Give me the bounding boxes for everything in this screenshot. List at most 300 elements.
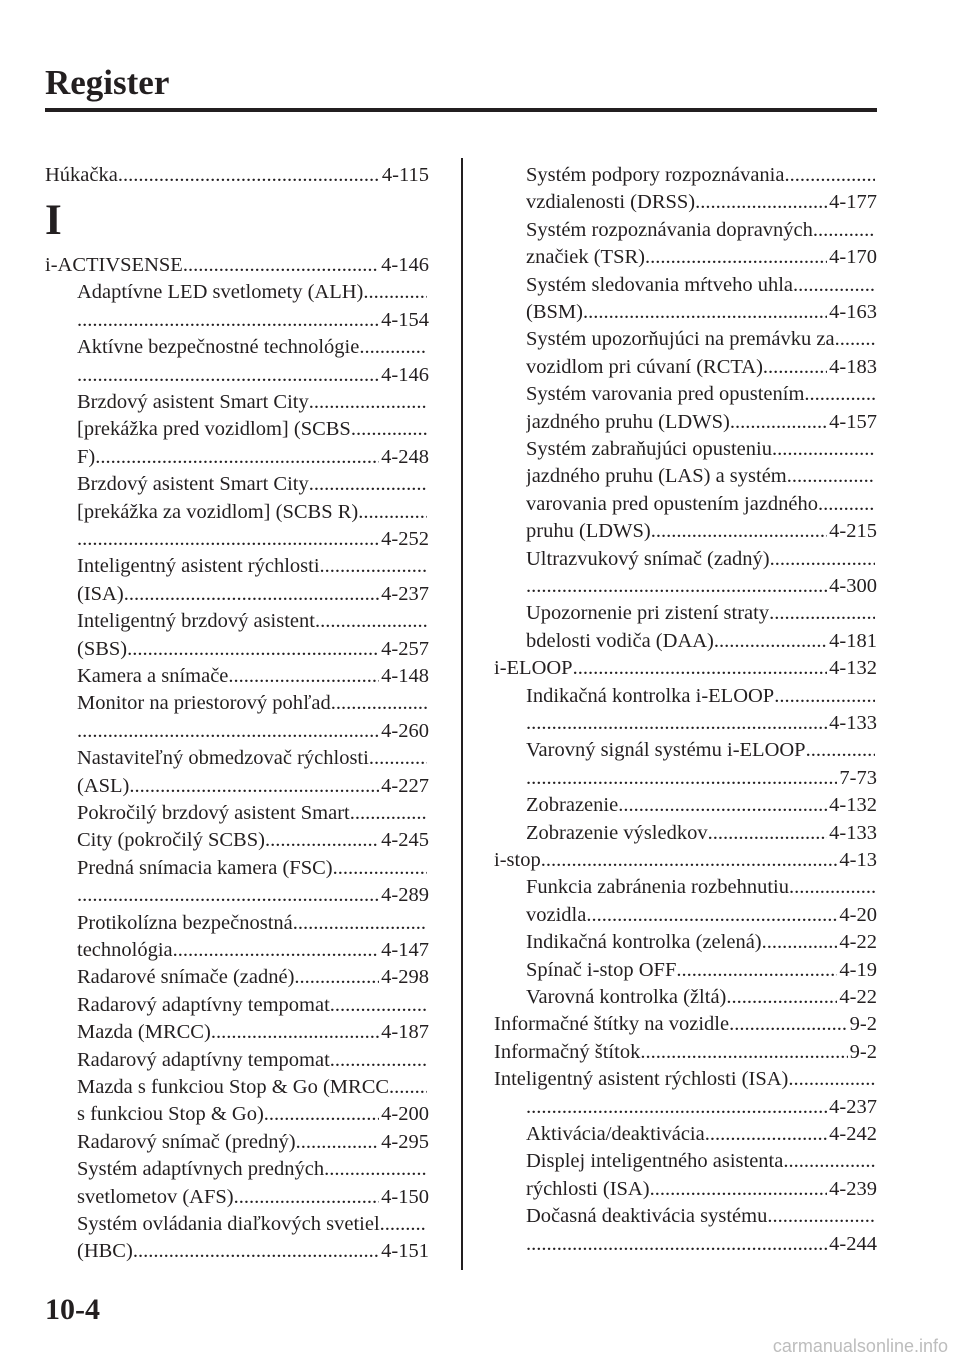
index-line [526,1231,877,1258]
dot-leader [359,334,427,361]
entry-page: 4-252 [381,528,429,550]
entry-text: značiek (TSR) [526,246,645,269]
entry-page: 4-20 [839,903,877,926]
entry-page: 4-244 [829,1232,877,1255]
entry-page [427,745,429,772]
entry-page [427,279,429,306]
entry-text: Aktívne bezpečnostné technológie [77,336,360,359]
entry-page [427,992,429,1019]
entry-page: 4-157 [829,410,877,433]
entry-text: City (pokročilý SCBS) [77,829,265,852]
dot-leader [296,1129,380,1156]
dot-leader [526,573,827,600]
index-line [526,600,877,627]
index-line [526,436,877,463]
dot-leader [526,1094,827,1121]
entry-page: 4-22 [839,986,877,1008]
entry-text: Radarový snímač (predný) [77,1130,296,1153]
dot-leader [705,1121,827,1148]
dot-leader [369,745,427,772]
index-line [77,937,429,964]
entry-text: Radarový adaptívny tempomat [77,993,330,1016]
dot-leader [772,436,875,463]
dot-leader [783,1148,875,1175]
dot-leader [645,244,827,271]
entry-page: 4-237 [829,1095,877,1118]
entry-text: Inteligentný brzdový asistent [77,610,315,633]
entry-page [427,499,429,526]
entry-page: 4-248 [381,445,429,468]
entry-page: 4-257 [381,637,429,660]
entry-text: Brzdový asistent Smart City [77,473,309,496]
index-line [526,573,877,600]
entry-text: Protikolízna bezpečnostná [77,911,293,934]
entry-text: jazdného pruhu (LDWS) [526,410,730,433]
index-line [526,381,877,408]
dot-leader [309,471,427,498]
index-line [494,1066,877,1093]
index-line [526,1148,877,1175]
dot-leader [774,683,875,710]
index-line [494,1039,877,1066]
index-line [77,444,429,471]
index-line [45,252,429,279]
index-line [526,189,877,216]
entry-text: F) [77,445,96,468]
entry-page: 4-298 [381,966,429,989]
entry-page: 4-239 [829,1177,877,1200]
index-line [526,518,877,545]
dot-leader [380,1211,427,1238]
index-line [526,244,877,271]
dot-leader [294,964,379,991]
entry-page [875,874,877,901]
entry-text: Ultrazvukový snímač (zadný) [526,547,770,570]
index-line [526,683,877,710]
dot-leader [651,518,827,545]
dot-leader [77,362,379,389]
index-line [526,628,877,655]
entry-page [427,553,429,580]
header-rule [45,108,877,112]
index-line [526,737,877,764]
dot-leader [676,957,837,984]
index-line [77,992,429,1019]
entry-page: 9-2 [849,1040,877,1063]
page-number: 10-4 [45,1293,100,1326]
entry-text: Systém zabraňujúci opusteniu [526,438,772,460]
entry-page: 4-183 [829,355,877,378]
entry-text: Systém upozorňujúci na premávku za [526,328,835,351]
index-line [77,636,429,663]
entry-text: Adaptívne LED svetlomety (ALH) [77,281,364,304]
entry-page [875,463,877,490]
entry-text: (HBC) [77,1240,133,1263]
dot-leader [788,1066,875,1093]
entry-page: 4-237 [381,582,429,605]
watermark: carmanualsonline.info [772,1336,948,1356]
entry-page: 4-148 [381,665,429,687]
dot-leader [526,765,837,792]
index-line [77,745,429,772]
entry-page: 4-289 [381,884,429,907]
entry-page: 4-146 [381,254,429,276]
index-line [526,491,877,518]
entry-text: Systém adaptívnych predných [77,1158,325,1181]
dot-leader [526,1231,827,1258]
entry-page: 4-19 [839,958,877,981]
entry-text: (BSM) [526,301,583,323]
dot-leader [77,718,379,745]
entry-page [427,1047,429,1074]
index-line [526,792,877,819]
index-line [77,1156,429,1183]
entry-page [875,217,877,244]
entry-page [875,436,877,463]
index-line [77,608,429,635]
entry-text: Dočasná deaktivácia systému [526,1205,768,1228]
entry-page: 4-215 [829,520,877,543]
index-line [77,526,429,553]
index-line [77,1019,429,1046]
entry-page: 4-146 [381,363,429,386]
entry-text: Húkačka [45,164,118,186]
index-line [77,1047,429,1074]
entry-page [427,389,429,416]
dot-leader [320,553,427,580]
index-line [77,581,429,608]
index-line [526,957,877,984]
index-line [77,800,429,827]
entry-text: Radarový adaptívny tempomat [77,1048,330,1071]
entry-text: i-ELOOP [494,657,573,680]
dot-leader [730,409,827,436]
entry-page: 4-115 [381,164,429,186]
index-line [77,1101,429,1128]
entry-text: Radarové snímače (zadné) [77,966,295,989]
entry-page [875,381,877,408]
entry-page: 4-163 [829,301,877,323]
entry-text: varovania pred opustením jazdného [526,492,819,515]
dot-leader [804,381,875,408]
entry-page: 4-187 [381,1021,429,1044]
index-line [526,162,877,189]
entry-text: Nastaviteľný obmedzovač rýchlosti [77,747,369,770]
index-line [77,910,429,937]
entry-page [875,1148,877,1175]
index-line [526,874,877,901]
index-line [77,1129,429,1156]
index-line [77,690,429,717]
entry-text: Mazda (MRCC) [77,1021,211,1044]
dot-leader [129,773,379,800]
index-line [77,307,429,334]
entry-text: Systém sledovania mŕtveho uhla [526,273,794,296]
entry-page: 4-154 [381,308,429,331]
dot-leader [769,600,875,627]
entry-text: svetlometov (AFS) [77,1185,234,1208]
entry-page [427,416,429,443]
index-line [526,820,877,847]
entry-text: vozidla [526,903,587,926]
entry-text: Pokročilý brzdový asistent Smart [77,802,350,824]
entry-text: Upozornenie pri zistení straty [526,602,770,625]
entry-page [875,683,877,710]
dot-leader [124,581,379,608]
entry-text: s funkciou Stop & Go) [77,1103,264,1126]
entry-text: vzdialenosti (DRSS) [526,191,696,214]
index-line [526,710,877,737]
entry-text: i-stop [494,849,541,871]
index-line [526,984,877,1011]
index-line [494,847,877,874]
entry-page [875,272,877,299]
dot-leader [333,855,427,882]
index-line [77,964,429,991]
index-line [77,663,429,690]
index-line [77,1211,429,1238]
entry-text: Systém ovládania diaľkových svetiel [77,1213,380,1235]
entry-text: (ISA) [77,582,124,605]
entry-text: (SBS) [77,637,128,660]
dot-leader [351,416,427,443]
dot-leader [309,389,427,416]
dot-leader [363,279,427,306]
dot-leader [813,217,875,244]
dot-leader [315,608,427,635]
dot-leader [183,252,379,279]
entry-page: 4-227 [381,774,429,797]
dot-leader [127,636,379,663]
index-line [526,765,877,792]
entry-text: Inteligentný asistent rýchlosti [77,555,320,578]
entry-text: Funkcia zabránenia rozbehnutiu [526,876,789,899]
entry-page [427,1156,429,1183]
dot-leader [793,272,875,299]
index-line [77,362,429,389]
index-line [526,1203,877,1230]
entry-page: 4-170 [829,246,877,269]
index-line [77,471,429,498]
index-line [77,279,429,306]
entry-text: Kamera a snímače [77,665,229,687]
entry-page [875,1203,877,1230]
dot-leader [265,827,379,854]
index-line [77,389,429,416]
dot-leader [763,354,827,381]
entry-page: 7-73 [839,766,877,789]
entry-text: jazdného pruhu (LAS) a systém [526,465,787,488]
entry-page [875,491,877,518]
entry-text: technológia [77,939,173,961]
dot-leader [729,1011,848,1038]
dot-leader [77,882,379,909]
entry-page: 4-260 [381,719,429,742]
entry-page: 4-132 [829,657,877,680]
dot-leader [708,820,828,847]
entry-page: 4-242 [829,1123,877,1145]
dot-leader [173,937,380,964]
column-divider [461,158,463,1270]
dot-leader [714,628,827,655]
entry-text: Mazda s funkciou Stop & Go (MRCC [77,1076,390,1098]
entry-text: Informačný štítok [494,1040,641,1063]
dot-leader [835,326,875,353]
page-title: Register [45,63,170,102]
entry-page: 4-132 [829,794,877,817]
entry-text: vozidlom pri cúvaní (RCTA) [526,355,763,378]
index-line [526,409,877,436]
entry-text: Predná snímacia kamera (FSC) [77,856,333,879]
dot-leader [234,1184,380,1211]
index-line [77,499,429,526]
entry-text: Spínač i-stop OFF [526,958,677,981]
entry-page: 4-147 [381,939,429,961]
index-entry [45,162,429,189]
entry-text: i-ACTIVSENSE [45,254,183,276]
entry-text: Zobrazenie výsledkov [526,821,708,844]
entry-text: [prekážka pred vozidlom] (SCBS [77,418,351,441]
dot-leader [762,929,838,956]
dot-leader [118,162,380,189]
index-line [526,326,877,353]
entry-page [875,326,877,353]
entry-text: Zobrazenie [526,794,619,817]
entry-page: 4-181 [829,629,877,652]
entry-text: Monitor na priestorový pohľad [77,692,331,715]
index-line [77,1074,429,1101]
index-line [494,1011,877,1038]
index-line [77,416,429,443]
dot-leader [293,910,427,937]
index-line [526,272,877,299]
entry-page [427,1211,429,1238]
entry-page: 4-133 [829,712,877,734]
entry-text: (ASL) [77,774,130,797]
entry-text: Systém rozpoznávania dopravných [526,218,813,241]
entry-page [427,690,429,717]
entry-page [427,855,429,882]
entry-page [875,162,877,189]
dot-leader [573,655,828,682]
index-line [77,553,429,580]
entry-page: 4-245 [381,829,429,852]
dot-leader [586,902,837,929]
entry-page [427,800,429,827]
entry-page: 4-177 [829,191,877,214]
index-line [77,718,429,745]
dot-leader [726,984,837,1011]
index-line [77,1238,429,1265]
dot-leader [770,546,875,573]
entry-text: Indikačná kontrolka (zelená) [526,931,762,954]
entry-page [427,910,429,937]
dot-leader [618,792,827,819]
dot-leader [695,189,827,216]
entry-page: 4-200 [381,1103,429,1126]
dot-leader [583,299,827,326]
index-line [77,882,429,909]
entry-text: Brzdový asistent Smart City [77,391,309,413]
entry-text: Systém varovania pred opustením [526,383,805,406]
dot-leader [77,307,379,334]
dot-leader [541,847,838,874]
dot-leader [789,874,875,901]
entry-page: 4-295 [381,1130,429,1153]
entry-page: 4-151 [381,1240,429,1263]
dot-leader [526,710,827,737]
dot-leader [350,800,427,827]
entry-text: bdelosti vodiča (DAA) [526,629,714,652]
entry-text: Aktivácia/deaktivácia [526,1123,705,1145]
dot-leader [806,737,875,764]
entry-text: Displej inteligentného asistenta [526,1150,784,1173]
dot-leader [787,463,875,490]
dot-leader [324,1156,427,1183]
entry-page: 4-150 [381,1185,429,1208]
dot-leader [95,444,379,471]
entry-page: 4-300 [829,575,877,597]
entry-text: Varovná kontrolka (žltá) [526,986,727,1008]
index-line [526,902,877,929]
dot-leader [330,1047,427,1074]
entry-page [427,1074,429,1101]
dot-leader [767,1203,875,1230]
index-line [526,299,877,326]
entry-page [427,471,429,498]
index-line [77,855,429,882]
index-line [77,773,429,800]
entry-text: Varovný signál systému i-ELOOP [526,739,806,762]
dot-leader [818,491,875,518]
dot-leader [211,1019,379,1046]
entry-page [875,1066,877,1093]
dot-leader [331,690,427,717]
index-line [526,1121,877,1148]
entry-text: [prekážka za vozidlom] (SCBS R) [77,500,359,523]
entry-page: 9-2 [849,1013,877,1036]
index-line [77,334,429,361]
entry-page: 4-22 [839,931,877,954]
dot-leader [228,663,379,690]
index-line [494,655,877,682]
letter-heading: I [45,197,62,244]
entry-page: 4-13 [839,849,877,871]
dot-leader [264,1101,379,1128]
entry-text: pruhu (LDWS) [526,520,651,543]
entry-text: rýchlosti (ISA) [526,1177,650,1200]
index-line [77,827,429,854]
index-line [526,1176,877,1203]
entry-text: Inteligentný asistent rýchlosti (ISA) [494,1068,789,1091]
entry-page: 4-133 [829,821,877,844]
dot-leader [330,992,427,1019]
index-line [526,1094,877,1121]
entry-text: Systém podpory rozpoznávania [526,164,785,186]
dot-leader [77,526,379,553]
entry-text: Informačné štítky na vozidle [494,1013,730,1036]
index-line [526,929,877,956]
index-line [526,217,877,244]
index-line [77,1184,429,1211]
entry-page [875,600,877,627]
dot-leader [784,162,875,189]
entry-page [875,546,877,573]
entry-page [427,334,429,361]
entry-page [427,608,429,635]
index-line [526,463,877,490]
index-line [526,546,877,573]
